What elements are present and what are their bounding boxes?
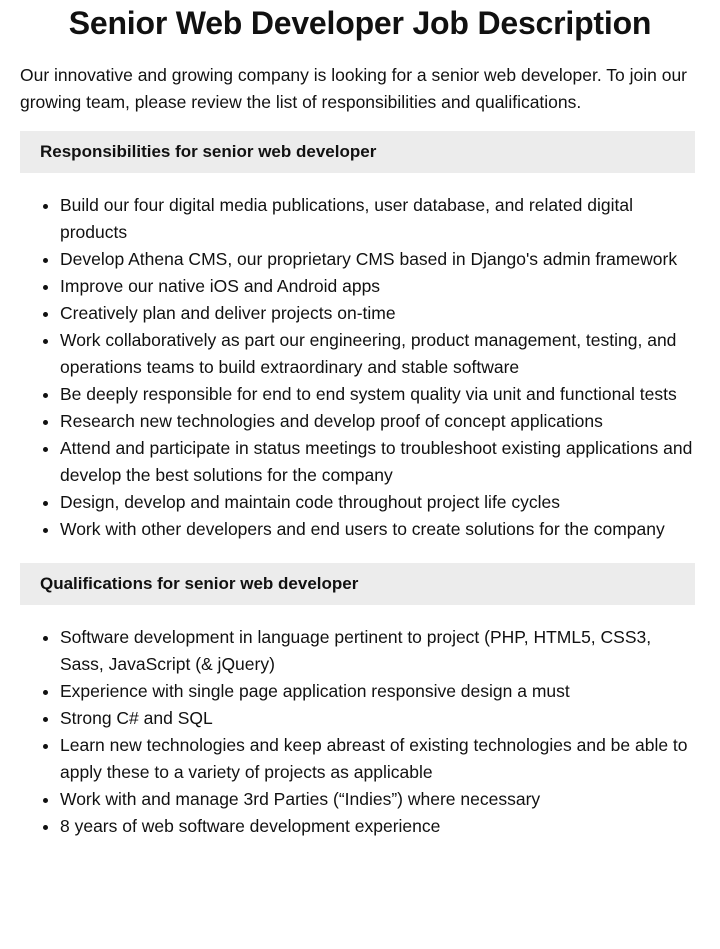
- list-item: • 8 years of web software development experience: [60, 813, 695, 840]
- list-item: • Software development in language pertinent to project (PHP, HTML5, CSS3, Sass, JavaScript (& jQuery): [60, 624, 695, 678]
- list-item: • Design, develop and maintain code throughout project life cycles: [60, 489, 695, 516]
- page-title: Senior Web Developer Job Description: [68, 5, 652, 41]
- list-item: • Work collaboratively as part our engineering, product management, testing, and operations teams to build extraordinary and stable software: [60, 327, 695, 381]
- list-item: • Creatively plan and deliver projects on-time: [60, 300, 695, 327]
- responsibilities-heading: Responsibilities for senior web developer: [20, 131, 695, 173]
- list-item: • Experience with single page application responsive design a must: [60, 678, 695, 705]
- list-item: • Be deeply responsible for end to end system quality via unit and functional tests: [60, 381, 695, 408]
- list-item: • Develop Athena CMS, our proprietary CMS based in Django's admin framework: [60, 246, 695, 273]
- responsibilities-list: [20, 192, 695, 543]
- list-item: • Learn new technologies and keep abreast of existing technologies and be able to apply these to a variety of projects as applicable: [60, 732, 695, 786]
- list-item: • Improve our native iOS and Android apps: [60, 273, 695, 300]
- intro-paragraph: Our innovative and growing company is looking for a senior web developer. To join our growing team, please review the list of responsibilities and qualifications.: [20, 65, 688, 112]
- list-item: • Research new technologies and develop proof of concept applications: [60, 408, 695, 435]
- list-item: • Work with other developers and end users to create solutions for the company: [60, 516, 695, 543]
- list-item: • Strong C# and SQL: [60, 705, 695, 732]
- qualifications-list: [20, 624, 695, 840]
- qualifications-heading: Qualifications for senior web developer: [20, 563, 695, 605]
- list-item: • Attend and participate in status meetings to troubleshoot existing applications and develop the best solutions for the company: [60, 435, 695, 489]
- list-item: • Work with and manage 3rd Parties (“Indies”) where necessary: [60, 786, 695, 813]
- list-item: • Build our four digital media publications, user database, and related digital products: [60, 192, 695, 246]
